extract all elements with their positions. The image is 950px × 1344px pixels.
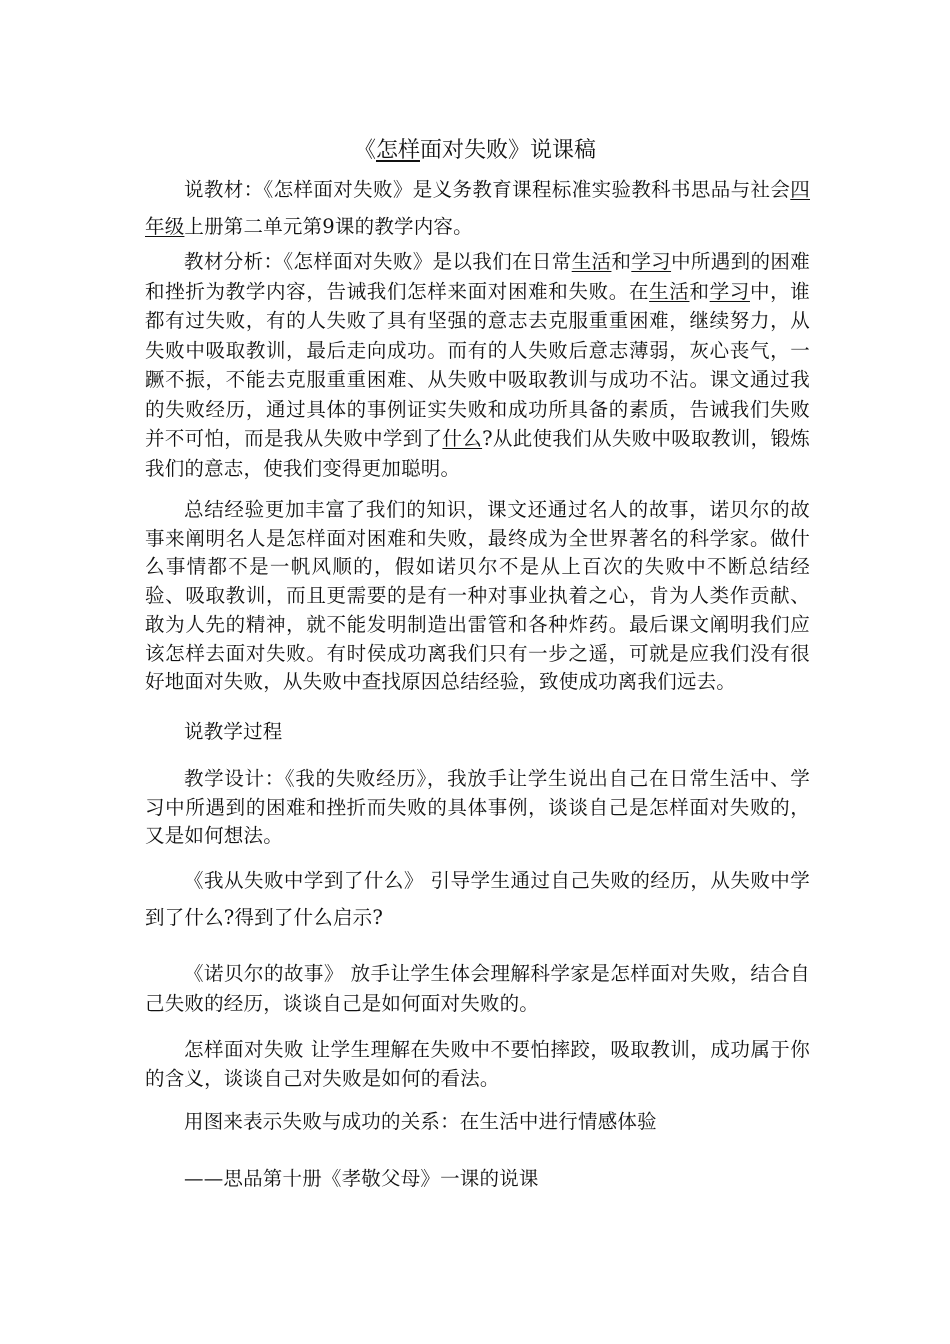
text-run: ?从此使我们从失败中吸取教训，锻炼我们的意志，使我们变得更加聪明。 [145, 427, 810, 480]
underlined-text: 学习 [631, 250, 672, 273]
text-run: 中，谁都有过失败，有的人失败了具有坚强的意志去克服重重困难，继续努力，从失败中吸取教训，最后走向成功。而有的人失败后意志薄弱，灰心丧气，一蹶不振，不能去克服重重困难、从失败中吸取教训与成功不沾。课文通过我的失败经历，通过具体的事例证实失败和成功所具备的素质，告诫我们失败并不可怕，而是我从失败中学到了 [145, 279, 810, 450]
underlined-text: 生活 [571, 250, 612, 273]
title-text: 《 [353, 138, 376, 163]
paragraph-next-lesson: ——思品第十册《孝敬父母》一课的说课 [184, 1167, 539, 1190]
paragraph-face-failure: 怎样面对失败 让学生理解在失败中不要怕摔跤，吸取教训，成功属于你的含义，谈谈自己对失败是如何的看法。 [145, 1038, 810, 1090]
text-run: 教材分析：《怎样面对失败》是以我们在日常 [184, 250, 572, 273]
paragraph-diagram-note: 用图来表示失败与成功的关系：在生活中进行情感体验 [184, 1110, 657, 1133]
text-run: 上册第二单元第9课的教学内容。 [184, 215, 473, 238]
paragraph-analysis [145, 247, 810, 483]
title-text: 面对失败》说课稿 [420, 138, 597, 163]
underlined-text: 生活 [649, 279, 690, 303]
underlined-text: 四年级 [145, 178, 810, 238]
underlined-text: 学习 [709, 279, 750, 303]
title-underlined-text: 怎样 [375, 138, 420, 163]
paragraph-learn-from-failure: 《我从失败中学到了什么》 引导学生通过自己失败的经历，从失败中学到了什么?得到了什么启示? [145, 869, 810, 929]
text-run: 中所遇到的困难和挫折为教学内容，告诫我们怎样来面对困难和失败。在 [145, 250, 810, 303]
underlined-text: 什么 [442, 427, 483, 450]
document-title [0, 136, 950, 166]
text-run: 和 [689, 279, 710, 303]
text-run: 说教材：《怎样面对失败》是义务教育课程标准实验教科书思品与社会 [184, 178, 791, 201]
paragraph-nobel-story: 《诺贝尔的故事》 放手让学生体会理解科学家是怎样面对失败，结合自己失败的经历，谈谈自己是如何面对失败的。 [145, 962, 810, 1015]
heading-teaching-process: 说教学过程 [184, 720, 283, 743]
text-run: 和 [611, 250, 632, 273]
paragraph-teaching-design: 教学设计：《我的失败经历》，我放手让学生说出自己在日常生活中、学习中所遇到的困难和挫折而失败的具体事例，谈谈自己是怎样面对失败的，又是如何想法。 [145, 767, 810, 847]
paragraph-textbook [145, 171, 810, 245]
paragraph-summary: 总结经验更加丰富了我们的知识，课文还通过名人的故事，诺贝尔的故事来阐明名人是怎样面对困难和失败，最终成为全世界著名的科学家。做什么事情都不是一帆风顺的，假如诺贝尔不是从上百次的失败中不断总结经验、吸取教训，而且更需要的是有一种对事业执着之心，肯为人类作贡献、敢为人先的精神，就不能发明制造出雷管和各种炸药。最后课文阐明我们应该怎样去面对失败。有时侯成功离我们只有一步之遥，可就是应我们没有很好地面对失败，从失败中查找原因总结经验，致使成功离我们远去。 [145, 498, 810, 694]
